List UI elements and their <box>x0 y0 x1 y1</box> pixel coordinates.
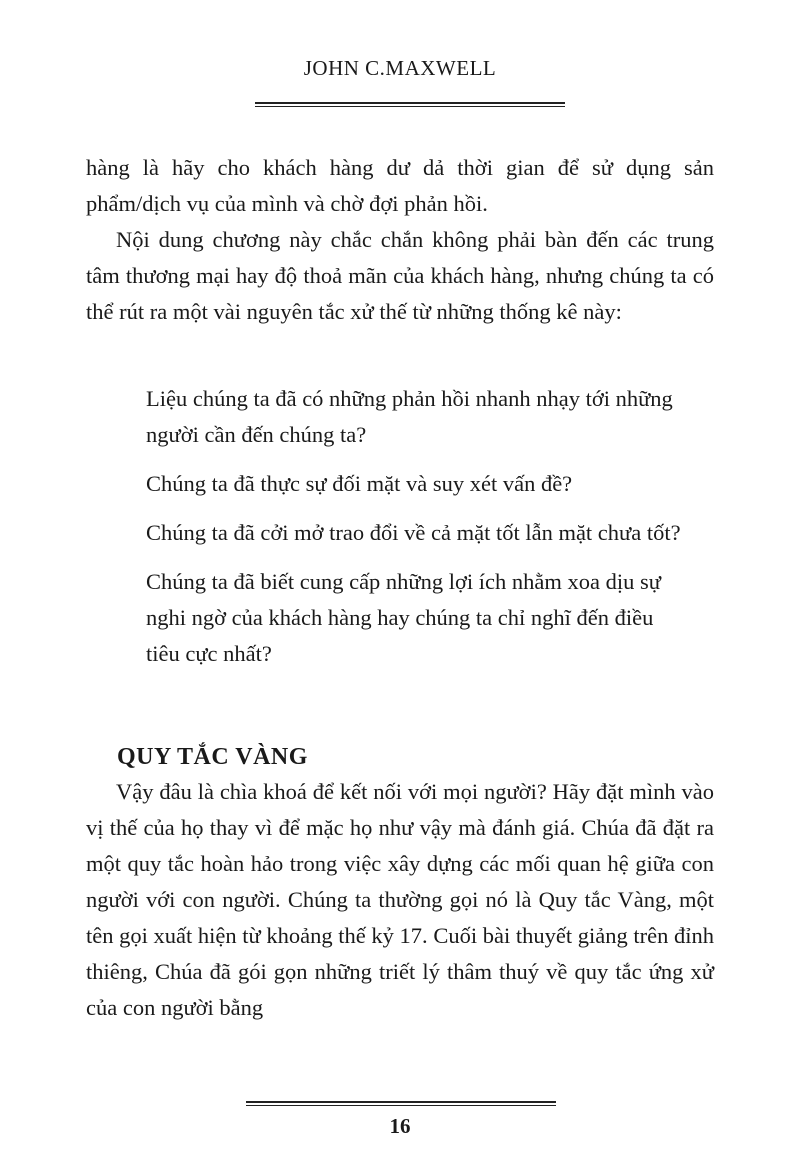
top-text-block <box>86 150 714 330</box>
question-item: Chúng ta đã thực sự đối mặt và suy xét vấn đề? <box>146 471 573 496</box>
running-header: JOHN C.MAXWELL <box>303 56 497 80</box>
question-item: Chúng ta đã biết cung cấp những lợi ích nhằm xoa dịu sự nghi ngờ của khách hàng hay chúng ta chỉ nghĩ đến điều tiêu cực nhất? <box>146 569 661 666</box>
section-text-block <box>86 774 714 1026</box>
question-item: Liệu chúng ta đã có những phản hồi nhanh nhạy tới những người cần đến chúng ta? <box>146 386 673 447</box>
paragraph-continuation: hàng là hãy cho khách hàng dư dả thời gian để sử dụng sản phẩm/dịch vụ của mình và chờ đợi phản hồi. <box>86 155 714 216</box>
section-heading: QUY TẮC VÀNG <box>117 744 308 770</box>
question-list <box>146 381 686 685</box>
paragraph-statistics: Nội dung chương này chắc chắn không phải bàn đến các trung tâm thương mại hay độ thoả mãn của khách hàng, nhưng chúng ta có thể rút ra một vài nguyên tắc xử thế từ những thống kê này: <box>86 227 714 324</box>
question-item: Chúng ta đã cởi mở trao đổi về cả mặt tốt lẫn mặt chưa tốt? <box>146 520 681 545</box>
footer-divider <box>246 1101 556 1106</box>
header-divider <box>255 102 565 107</box>
page-number: 16 <box>389 1114 411 1138</box>
section-paragraph: Vậy đâu là chìa khoá để kết nối với mọi người? Hãy đặt mình vào vị thế của họ thay vì để mặc họ như vậy mà đánh giá. Chúa đã đặt ra một quy tắc hoàn hảo trong việc xây dựng các mối quan hệ giữa con người với con người. Chúng ta thường gọi nó là Quy tắc Vàng, một tên gọi xuất hiện từ khoảng thế kỷ 17. Cuối bài thuyết giảng trên đỉnh thiêng, Chúa đã gói gọn những triết lý thâm thuý về quy tắc ứng xử của con người bằng <box>86 779 714 1020</box>
